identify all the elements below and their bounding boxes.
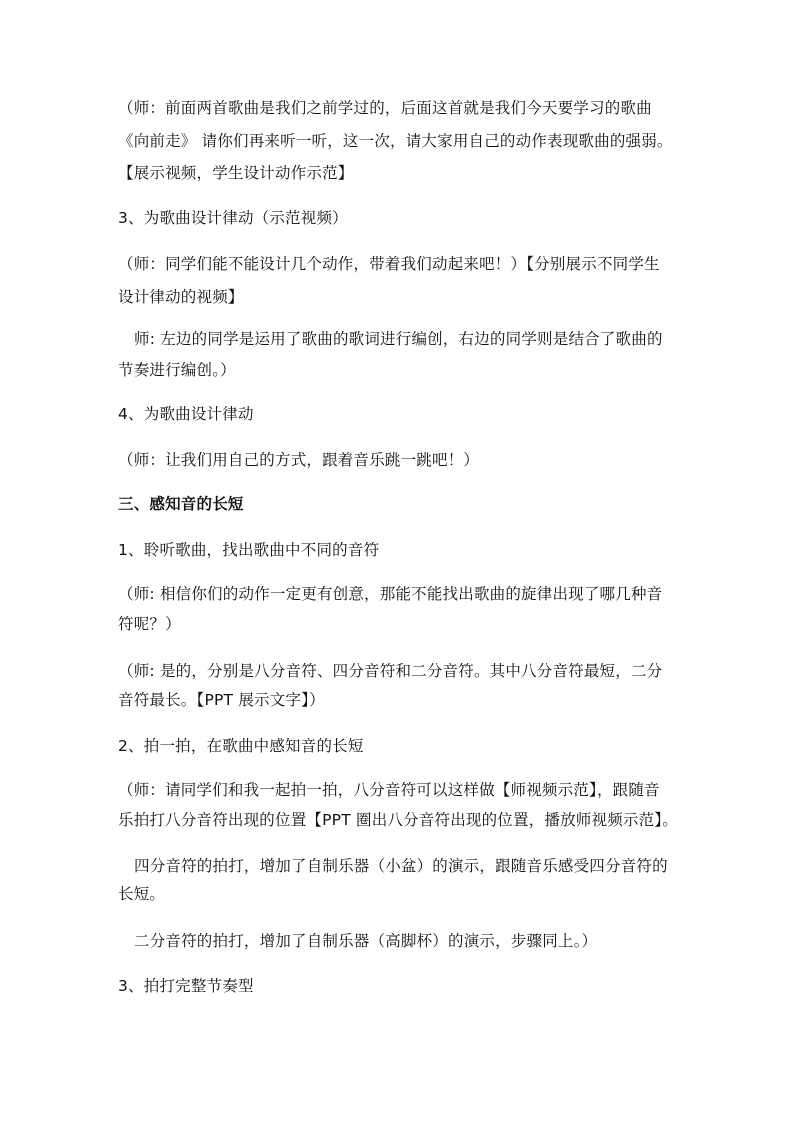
- paragraph-5-line-1: （师: 相信你们的动作一定更有创意，那能不能找出歌曲的旋律出现了哪几种音: [118, 585, 663, 603]
- paragraph-4: （师：让我们用自己的方式，跟着音乐跳一跳吧！）: [118, 451, 480, 469]
- section-3-item-3: 3、拍打完整节奏型: [118, 977, 254, 995]
- section-3-item-1: 1、聆听歌曲，找出歌曲中不同的音符: [118, 541, 380, 559]
- paragraph-1-line-1: （师：前面两首歌曲是我们之前学过的，后面这首就是我们今天要学习的歌曲: [118, 99, 652, 117]
- paragraph-1-line-3: 【展示视频，学生设计动作示范】: [118, 164, 354, 182]
- paragraph-5-line-2: 符呢？）: [118, 615, 181, 633]
- paragraph-8-line-2: 长短。: [118, 885, 166, 903]
- paragraph-6-line-1: （师: 是的，分别是八分音符、四分音符和二分音符。其中八分音符最短，二分: [118, 662, 663, 680]
- paragraph-7-line-2: 乐拍打八分音符出现的位置【PPT 圈出八分音符出现的位置，播放师视频示范】。: [118, 811, 678, 829]
- paragraph-3-line-2: 节奏进行编创。）: [118, 361, 236, 379]
- paragraph-8-line-1: 四分音符的拍打，增加了自制乐器（小盆）的演示，跟随音乐感受四分音符的: [134, 857, 668, 875]
- paragraph-9: 二分音符的拍打，增加了自制乐器（高脚杯）的演示，步骤同上。）: [134, 932, 598, 950]
- paragraph-1-line-2: 《向前走》 请你们再来听一听，这一次，请大家用自己的动作表现歌曲的强弱。: [118, 132, 673, 150]
- section-heading-3: 三、感知音的长短: [118, 495, 244, 513]
- paragraph-3-line-1: 师: 左边的同学是运用了歌曲的歌词进行编创，右边的同学则是结合了歌曲的: [134, 330, 663, 348]
- paragraph-2-line-2: 设计律动的视频】: [118, 288, 244, 306]
- list-item-4: 4、为歌曲设计律动: [118, 405, 254, 423]
- paragraph-7-line-1: （师：请同学们和我一起拍一拍，八分音符可以这样做【师视频示范】，跟随音: [118, 781, 660, 799]
- paragraph-2-line-1: （师：同学们能不能设计几个动作，带着我们动起来吧！）【分别展示不同学生: [118, 255, 660, 273]
- paragraph-6-line-2: 音符最长。【PPT 展示文字】）: [118, 691, 325, 709]
- list-item-3: 3、为歌曲设计律动（示范视频）: [118, 209, 348, 227]
- section-3-item-2: 2、拍一拍，在歌曲中感知音的长短: [118, 737, 364, 755]
